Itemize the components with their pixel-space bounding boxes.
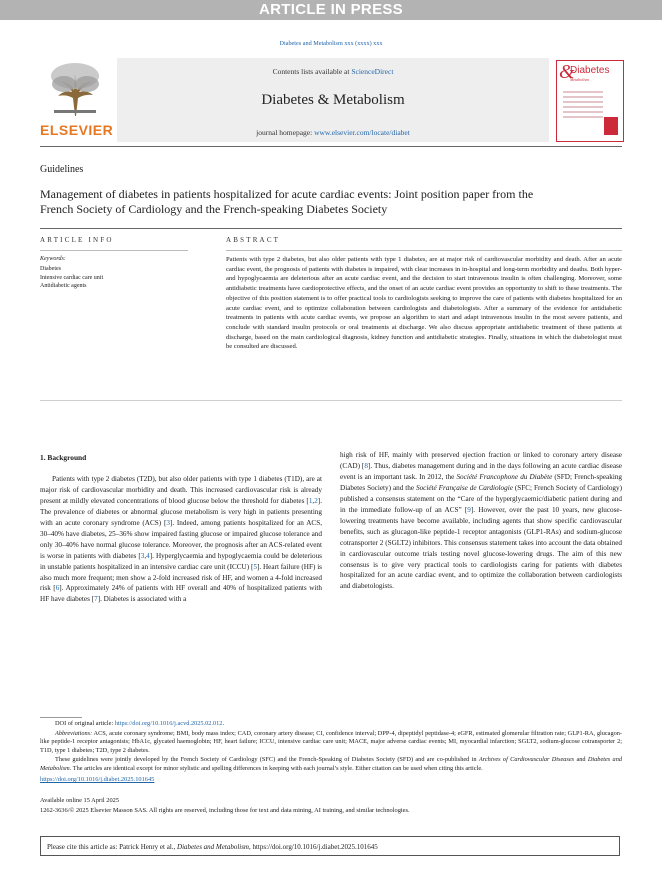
journal-title: Diabetes & Metabolism xyxy=(261,92,405,108)
keywords-label: Keywords: xyxy=(40,256,66,262)
original-doi-note: DOI of original article: https://doi.org/10.1016/j.acvd.2025.02.012. xyxy=(55,720,225,727)
contents-line: Contents lists available at ScienceDirect xyxy=(272,67,394,76)
body-paragraph: high risk of HF, mainly with preserved ejection fraction or linked to coronary artery disease (CAD) [8]. Thus, diabetes management during and in the days following an acute cardiac disease event is an important task. In 2012, the Société Francophone du Diabète (SFD; French-speaking Diabetes Society) and the Société Française de Cardiologie (SFC; French Society of Cardiology) published a consensus statement on the “Care of the hyperglycaemic/diabetic patient during and in the immediate follow-up of an ACS” [9]. However, over the past 10 years, new glucose-lowering treatments have become available, including agents that show specific cardiovascular benefits, such as glucagon-like peptide-1 receptor antagonists (GLP1-RAs) and sodium-glucose cotransporter 2 (SGLT2) inhibitors. This consensus statement takes into account the data obtained in cardiovascular outcome trials testing novel glucose-lowering drugs. The aim of this new consensus is to give very practical tools to cardiologists caring for patients with diabetes hospitalized for an acute cardiac event, and to optimize the collaboration between cardiologists and diabetologists. xyxy=(340,451,623,591)
article-info-rule xyxy=(40,250,188,251)
elsevier-tree-icon xyxy=(46,60,104,118)
footnotes xyxy=(40,720,622,775)
elsevier-wordmark: ELSEVIER xyxy=(40,122,114,138)
cover-title: Diabetes xyxy=(570,65,610,76)
citation-link[interactable]: 6 xyxy=(55,584,60,593)
journal-masthead-panel xyxy=(117,58,549,142)
original-doi-link[interactable]: https://doi.org/10.1016/j.acvd.2025.02.012 xyxy=(114,720,223,727)
abstract-bottom-rule xyxy=(40,400,622,401)
cover-ampersand: & xyxy=(559,61,575,83)
article-type: Guidelines xyxy=(40,164,84,175)
elsevier-logo[interactable] xyxy=(40,58,114,142)
journal-cover-thumbnail[interactable] xyxy=(556,60,624,142)
masthead xyxy=(40,58,622,142)
available-online-date: Available online 15 April 2025 xyxy=(40,797,120,804)
article-doi-link[interactable]: https://doi.org/10.1016/j.diabet.2025.101645 xyxy=(40,776,155,783)
paper-title: Management of diabetes in patients hospitalized for acute cardiac events: Joint position paper from the French Society of Cardiology and the French-speaking Diabetes Society xyxy=(40,187,534,216)
citation-link[interactable]: 3 xyxy=(140,551,145,560)
abstract-heading: ABSTRACT xyxy=(226,236,281,244)
section-heading: 1. Background xyxy=(40,453,87,462)
citation-link[interactable]: 5 xyxy=(253,562,257,571)
body-column-left xyxy=(40,450,322,605)
body-column-right xyxy=(340,450,622,592)
copyright-line: 1262-3636/© 2025 Elsevier Masson SAS. All rights are reserved, including those for text and data mining, AI training, and similar technologies. xyxy=(40,807,410,814)
body-paragraph: Patients with type 2 diabetes (T2D), but also older patients with type 1 diabetes (T1D), are at major risk of cardiovascular morbidity and death. This increased cardiovascular risk is already present at mildly elevated concentrations of blood glucose below the threshold for diabetes [1,2]. The prevalence of diabetes or abnormal glucose metabolism is very high in patients presenting with an acute coronary syndrome (ACS) [3]. Indeed, among patients hospitalized for an ACS, 30–40% have diabetes, 25–36% show impaired fasting glucose or impaired glucose tolerance and only 30–40% have normal glucose tolerance. Moreover, the prognosis after an ACS-related event is worse in patients with diabetes [3,4]. Hyperglycaemia and hypoglycaemia could be deleterious in unstable patients hospitalized in an intensive cardiac care unit (ICCU) [5]. Heart failure (HF) is also much more frequent; men show a 2-fold increased risk of HF, and women a 4-fold increased risk [6]. Approximately 24% of patients with HF overall and 40% of hospitalized patients with HF have diabetes [7]. Diabetes is associated with a xyxy=(40,474,322,604)
copublication-note: These guidelines were jointly developed by the French Society of Cardiology (SFC) and the French-Speaking of Diabetes Society (SFD) and are co-published in Archives of Cardiovascular Diseases and Diabetes and Metabolism. The articles are identical except for minor stylistic and spelling differences in keeping with each journal’s style. Either citation can be used when citing this article. xyxy=(40,756,622,772)
citation-link[interactable]: 1 xyxy=(308,496,313,505)
abstract-rule xyxy=(226,250,622,251)
article-in-press-banner: ARTICLE IN PRESS xyxy=(0,0,662,20)
citation-link[interactable]: 9 xyxy=(467,505,471,514)
masthead-rule xyxy=(40,146,622,147)
article-info-heading: ARTICLE INFO xyxy=(40,236,114,244)
keyword: Intensive cardiac care unit xyxy=(40,274,104,281)
footnote-rule xyxy=(40,717,82,718)
journal-homepage-link[interactable]: www.elsevier.com/locate/diabet xyxy=(314,128,410,137)
cover-subtitle: Metabolism xyxy=(570,77,589,82)
abstract-text: Patients with type 2 diabetes, but also older patients with type 1 diabetes, are at major risk of cardiovascular morbidity and death. After an acute cardiac event, the prognosis of patients with diabetes is impaired, with clear increases in in-hospital and long-term morbidity and deaths. Both hyper- and hypoglycaemia are deleterious after an acute cardiac event, and the decision to start intravenous insulin is often challenging. Moreover, some antidiabetic treatments have cardioprotective effects, and the onset of an acute cardiac event provides an opportunity to shift to these treatments. The objective of this position statement is to offer practical tools to cardiologists seeking to improve the care of patients with diabetes hospitalized for an acute cardiac event, and to optimize collaboration between cardiologists and diabetologists. After a summary of the evidence for antidiabetic treatments in patients with acute cardiac events, we propose an algorithm to start and adapt intravenous insulin in the most severe patients, and conclude with standard insulin protocols or oral treatments at discharge. We also discuss appropriate antidiabetic treatment of these patients at discharge, based on the main cardiological diagnosis, kidney function and antidiabetic strategies. Finally, situations in which the diabetologist must be consulted are discussed. xyxy=(226,256,622,351)
citation-link[interactable]: 3 xyxy=(166,518,170,527)
keywords-list xyxy=(40,265,103,291)
citation-link[interactable]: 7 xyxy=(94,595,98,604)
cover-text-lines xyxy=(563,91,603,121)
sciencedirect-link[interactable]: ScienceDirect xyxy=(351,67,394,76)
citation-box: Please cite this article as: Patrick Henry et al., Diabetes and Metabolism, https://doi.org/10.1016/j.diabet.2025.101645 xyxy=(40,836,620,856)
journal-reference[interactable]: Diabetes and Metabolism xxx (xxxx) xxx xyxy=(279,40,383,47)
title-rule xyxy=(40,228,622,229)
homepage-line: journal homepage: www.elsevier.com/locate/diabet xyxy=(256,128,410,137)
cover-logo-block xyxy=(604,117,618,135)
citation-link[interactable]: 2 xyxy=(314,496,318,505)
citation-link[interactable]: 4 xyxy=(146,551,150,560)
keyword: Antidiabetic agents xyxy=(40,283,87,289)
abbreviations-note: Abbreviations: ACS, acute coronary syndrome; BMI, body mass index; CAD, coronary artery disease; CI, confidence interval; DPP-4, dipeptidyl peptidase-4; eGFR, estimated glomerular filtration rate; GLP1-RA, glucagon-like peptide-1 receptor antagonists; HbA1c, glycated haemoglobin; HF, heart failure; ICCU, intensive cardiac care unit; MACE, major adverse cardiac events; MI, myocardial infarction; SGLT2, sodium-glucose cotransporter 2; T1D, type 1 diabetes; T2D, type 2 diabetes. xyxy=(40,729,622,754)
keyword: Diabetes xyxy=(40,266,61,272)
citation-link[interactable]: 8 xyxy=(364,461,368,470)
